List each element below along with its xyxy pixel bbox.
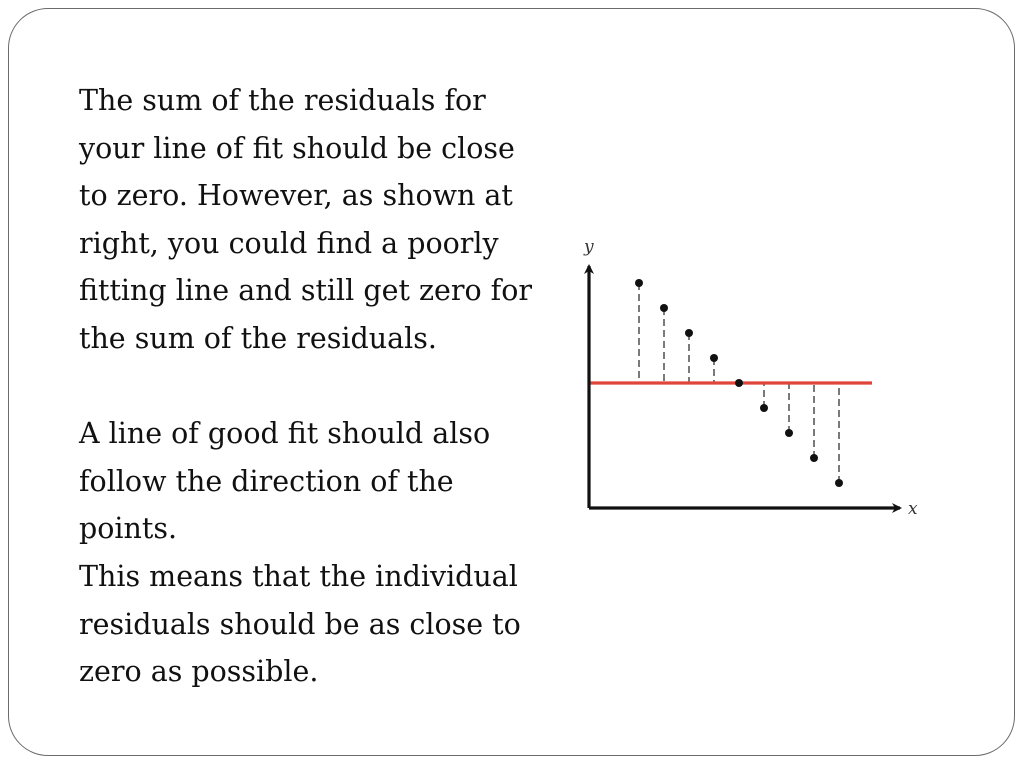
data-point-6 xyxy=(760,404,768,412)
y-axis-label: y xyxy=(584,237,594,257)
data-point-2 xyxy=(660,304,668,312)
x-axis-label: x xyxy=(908,499,918,519)
paragraph-residual-sum xyxy=(79,77,539,363)
text-line: fitting line and still get zero for xyxy=(79,274,533,308)
paragraph-direction xyxy=(79,410,539,553)
axes xyxy=(583,237,918,519)
text-line: your line of fit should be close xyxy=(79,131,515,165)
paragraph-spacer xyxy=(79,363,539,411)
text-line: This means that the individual xyxy=(79,559,518,593)
slide-text xyxy=(79,77,539,696)
paragraph-close-to-zero xyxy=(79,553,539,696)
text-line: to zero. However, as shown at xyxy=(79,179,513,213)
text-line: the sum of the residuals. xyxy=(79,321,437,355)
text-line: zero as possible. xyxy=(79,655,319,689)
data-point-5 xyxy=(735,379,743,387)
data-point-7 xyxy=(785,429,793,437)
data-point-1 xyxy=(635,279,643,287)
data-point-9 xyxy=(835,479,843,487)
text-line: A line of good fit should also xyxy=(79,417,491,451)
data-point-4 xyxy=(710,354,718,362)
text-line: right, you could find a poorly xyxy=(79,226,499,260)
residual-plot xyxy=(570,230,950,530)
data-point-3 xyxy=(685,329,693,337)
text-line: residuals should be as close to xyxy=(79,607,521,641)
text-line: follow the direction of the xyxy=(79,464,454,498)
data-point-8 xyxy=(810,454,818,462)
text-line: points. xyxy=(79,512,178,546)
text-line: The sum of the residuals for xyxy=(79,84,486,117)
